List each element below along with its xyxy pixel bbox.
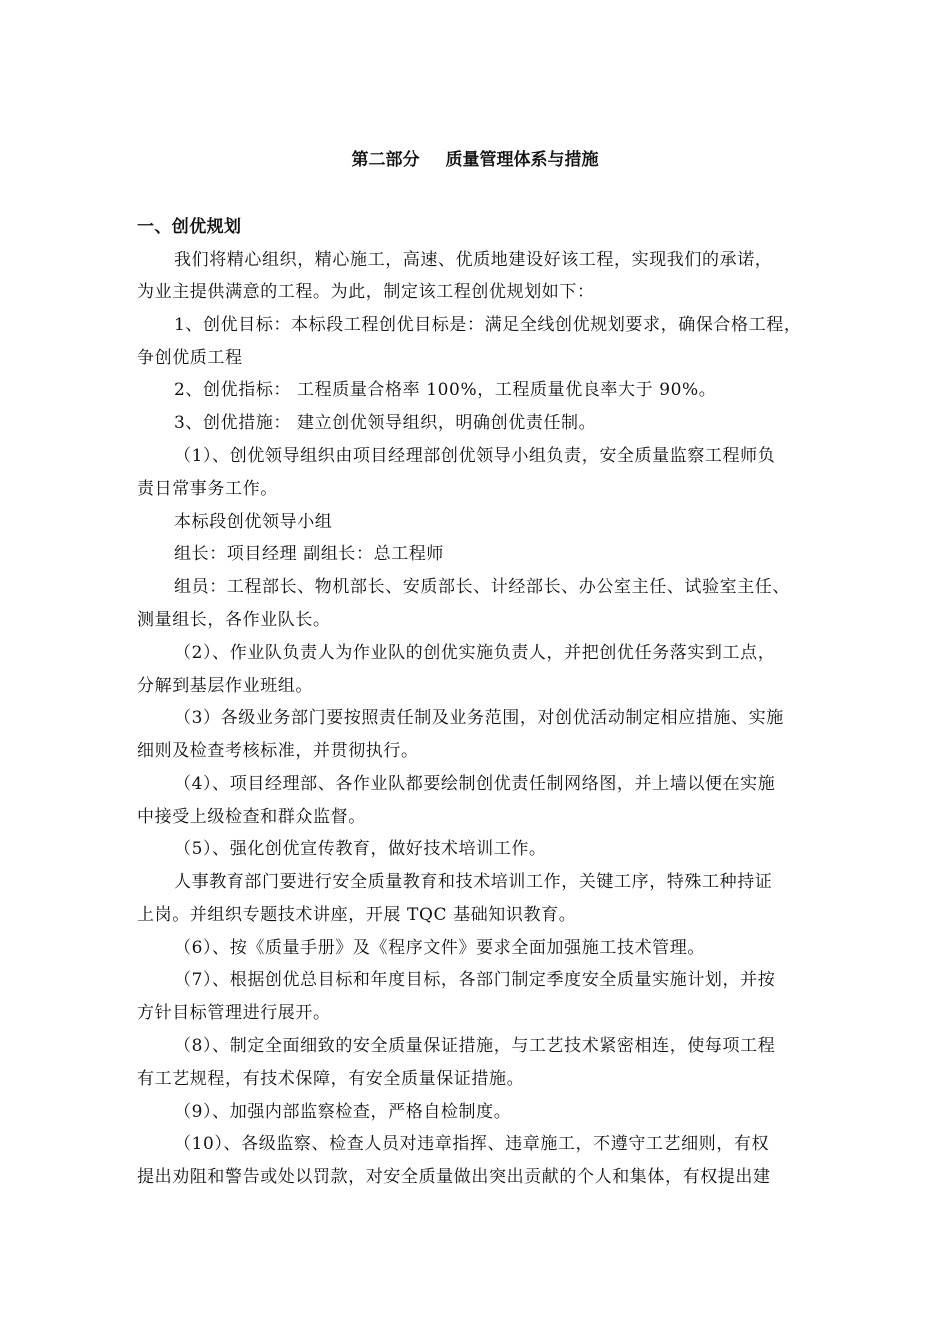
paragraph-line: 我们将精心组织，精心施工，高速、优质地建设好该工程，实现我们的承诺， — [174, 250, 773, 270]
section-heading: 一、创优规划 — [137, 217, 242, 237]
paragraph-line: （9）、加强内部监察检查，严格自检制度。 — [174, 1102, 512, 1122]
paragraph-line: 上岗。并组织专题技术讲座，开展 TQC 基础知识教育。 — [137, 905, 577, 925]
title-part: 第二部分 — [351, 150, 420, 170]
paragraph-line: 测量组长，各作业队长。 — [137, 610, 331, 630]
paragraph-line: （1）、创优领导组织由项目经理部创优领导小组负责，安全质量监察工程师负 — [174, 446, 776, 466]
paragraph-line: 本标段创优领导小组 — [174, 512, 333, 532]
paragraph-line: 方针目标管理进行展开。 — [137, 1003, 331, 1023]
title-name: 质量管理体系与措施 — [445, 150, 599, 170]
paragraph-line: 提出劝阻和警告或处以罚款，对安全质量做出突出贡献的个人和集体，有权提出建 — [137, 1167, 771, 1187]
paragraph-line: 争创优质工程 — [137, 348, 243, 368]
paragraph-line: （8）、制定全面细致的安全质量保证措施，与工艺技术紧密相连，使每项工程 — [174, 1036, 776, 1056]
paragraph-line: （2）、作业队负责人为作业队的创优实施负责人，并把创优任务落实到工点， — [174, 643, 776, 663]
paragraph-line: 1、创优目标：本标段工程创优目标是：满足全线创优规划要求，确保合格工程， — [174, 315, 802, 335]
paragraph-line: 责日常事务工作。 — [137, 479, 278, 499]
paragraph-line: 有工艺规程，有技术保障，有安全质量保证措施。 — [137, 1069, 525, 1089]
paragraph-line: 组员：工程部长、物机部长、安质部长、计经部长、办公室主任、试验室主任、 — [174, 577, 790, 597]
paragraph-line: 分解到基层作业班组。 — [137, 676, 313, 696]
paragraph-line: 组长：项目经理 副组长：总工程师 — [174, 544, 445, 564]
paragraph-line: （3）各级业务部门要按照责任制及业务范围，对创优活动制定相应措施、实施 — [174, 708, 784, 728]
paragraph-line: 中接受上级检查和群众监督。 — [137, 807, 366, 827]
paragraph-line: （6）、按《质量手册》及《程序文件》要求全面加强施工技术管理。 — [174, 938, 705, 958]
page-title — [0, 149, 950, 171]
paragraph-line: 人事教育部门要进行安全质量教育和技术培训工作，关键工序，特殊工种持证 — [174, 872, 773, 892]
paragraph-line: 为业主提供满意的工程。为此，制定该工程创优规划如下： — [137, 282, 595, 302]
paragraph-line: 细则及检查考核标准，并贯彻执行。 — [137, 741, 419, 761]
paragraph-line: （5）、强化创优宣传教育，做好技术培训工作。 — [174, 839, 547, 859]
paragraph-line: 3、创优措施： 建立创优领导组织，明确创优责任制。 — [174, 413, 597, 433]
paragraph-line: （7）、根据创优总目标和年度目标，各部门制定季度安全质量实施计划，并按 — [174, 970, 776, 990]
paragraph-line: 2、创优指标： 工程质量合格率 100%，工程质量优良率大于 90%。 — [174, 380, 717, 400]
paragraph-line: （10）、各级监察、检查人员对违章指挥、违章施工，不遵守工艺细则，有权 — [174, 1134, 770, 1154]
paragraph-line: （4）、项目经理部、各作业队都要绘制创优责任制网络图，并上墙以便在实施 — [174, 774, 776, 794]
